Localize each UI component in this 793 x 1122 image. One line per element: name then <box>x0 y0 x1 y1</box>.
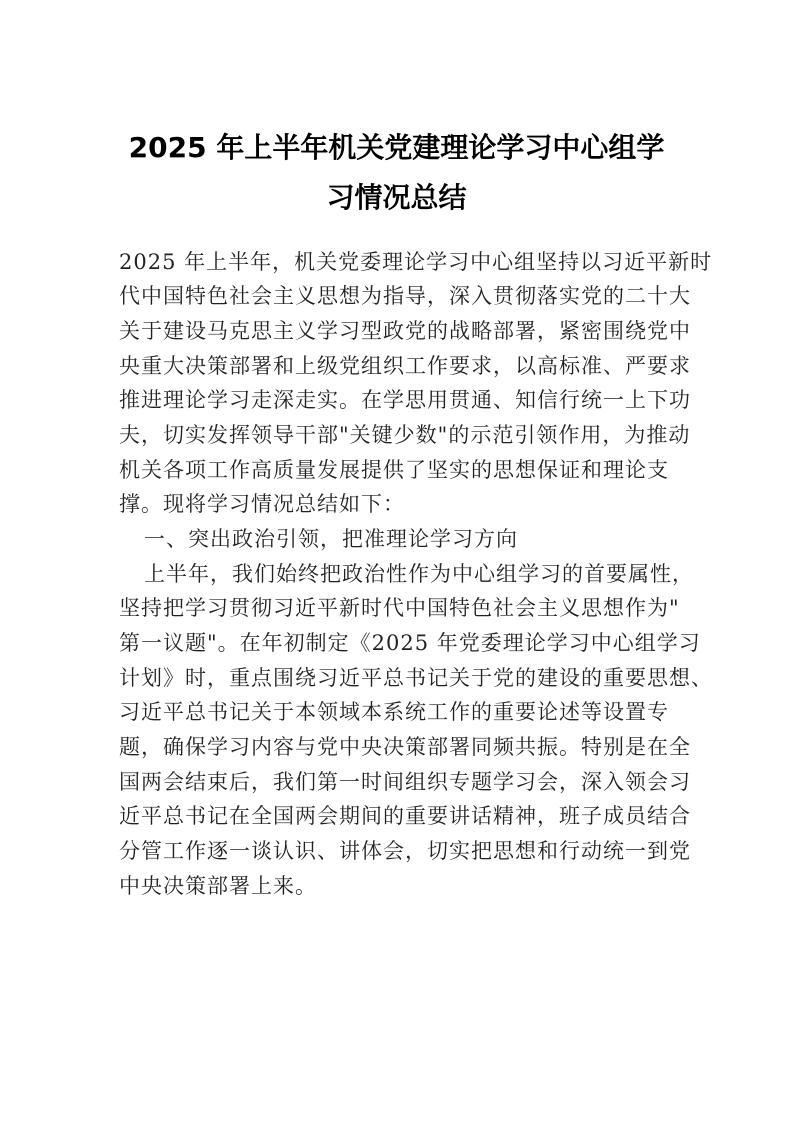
document-title-line-2: 习情况总结 <box>326 181 467 214</box>
body-line: 撑。现将学习情况总结如下： <box>119 492 405 516</box>
body-line: 中央决策部署上来。 <box>119 874 317 898</box>
body-line: 分管工作逐一谈认识、讲体会，切实把思想和行动统一到党 <box>119 839 691 863</box>
body-line: 近平总书记在全国两会期间的重要讲话精神，班子成员结合 <box>119 804 691 828</box>
section-heading: 一、突出政治引领，把准理论学习方向 <box>144 527 518 551</box>
document-title-line-1: 2025 年上半年机关党建理论学习中心组学 <box>128 131 665 164</box>
body-line: 上半年，我们始终把政治性作为中心组学习的首要属性， <box>144 562 694 586</box>
body-line: 计划》时，重点围绕习近平总书记关于党的建设的重要思想、 <box>119 666 713 690</box>
body-line: 代中国特色社会主义思想为指导，深入贯彻落实党的二十大 <box>119 284 691 308</box>
body-line: 央重大决策部署和上级党组织工作要求，以高标准、严要求 <box>119 354 691 378</box>
body-line: 题，确保学习内容与党中央决策部署同频共振。特别是在全 <box>119 735 691 759</box>
body-line: 推进理论学习走深走实。在学思用贯通、知信行统一上下功 <box>119 388 691 412</box>
body-line: 关于建设马克思主义学习型政党的战略部署，紧密围绕党中 <box>119 319 691 343</box>
body-line: 坚持把学习贯彻习近平新时代中国特色社会主义思想作为" <box>119 596 680 620</box>
body-line: 机关各项工作高质量发展提供了坚实的思想保证和理论支 <box>119 458 669 482</box>
body-line: 第一议题"。在年初制定《2025 年党委理论学习中心组学习 <box>119 631 701 655</box>
body-line: 国两会结束后，我们第一时间组织专题学习会，深入领会习 <box>119 770 691 794</box>
body-line: 夫，切实发挥领导干部"关键少数"的示范引领作用，为推动 <box>119 423 691 447</box>
body-line: 习近平总书记关于本领域本系统工作的重要论述等设置专 <box>119 700 669 724</box>
body-line: 2025 年上半年，机关党委理论学习中心组坚持以习近平新时 <box>119 250 713 274</box>
